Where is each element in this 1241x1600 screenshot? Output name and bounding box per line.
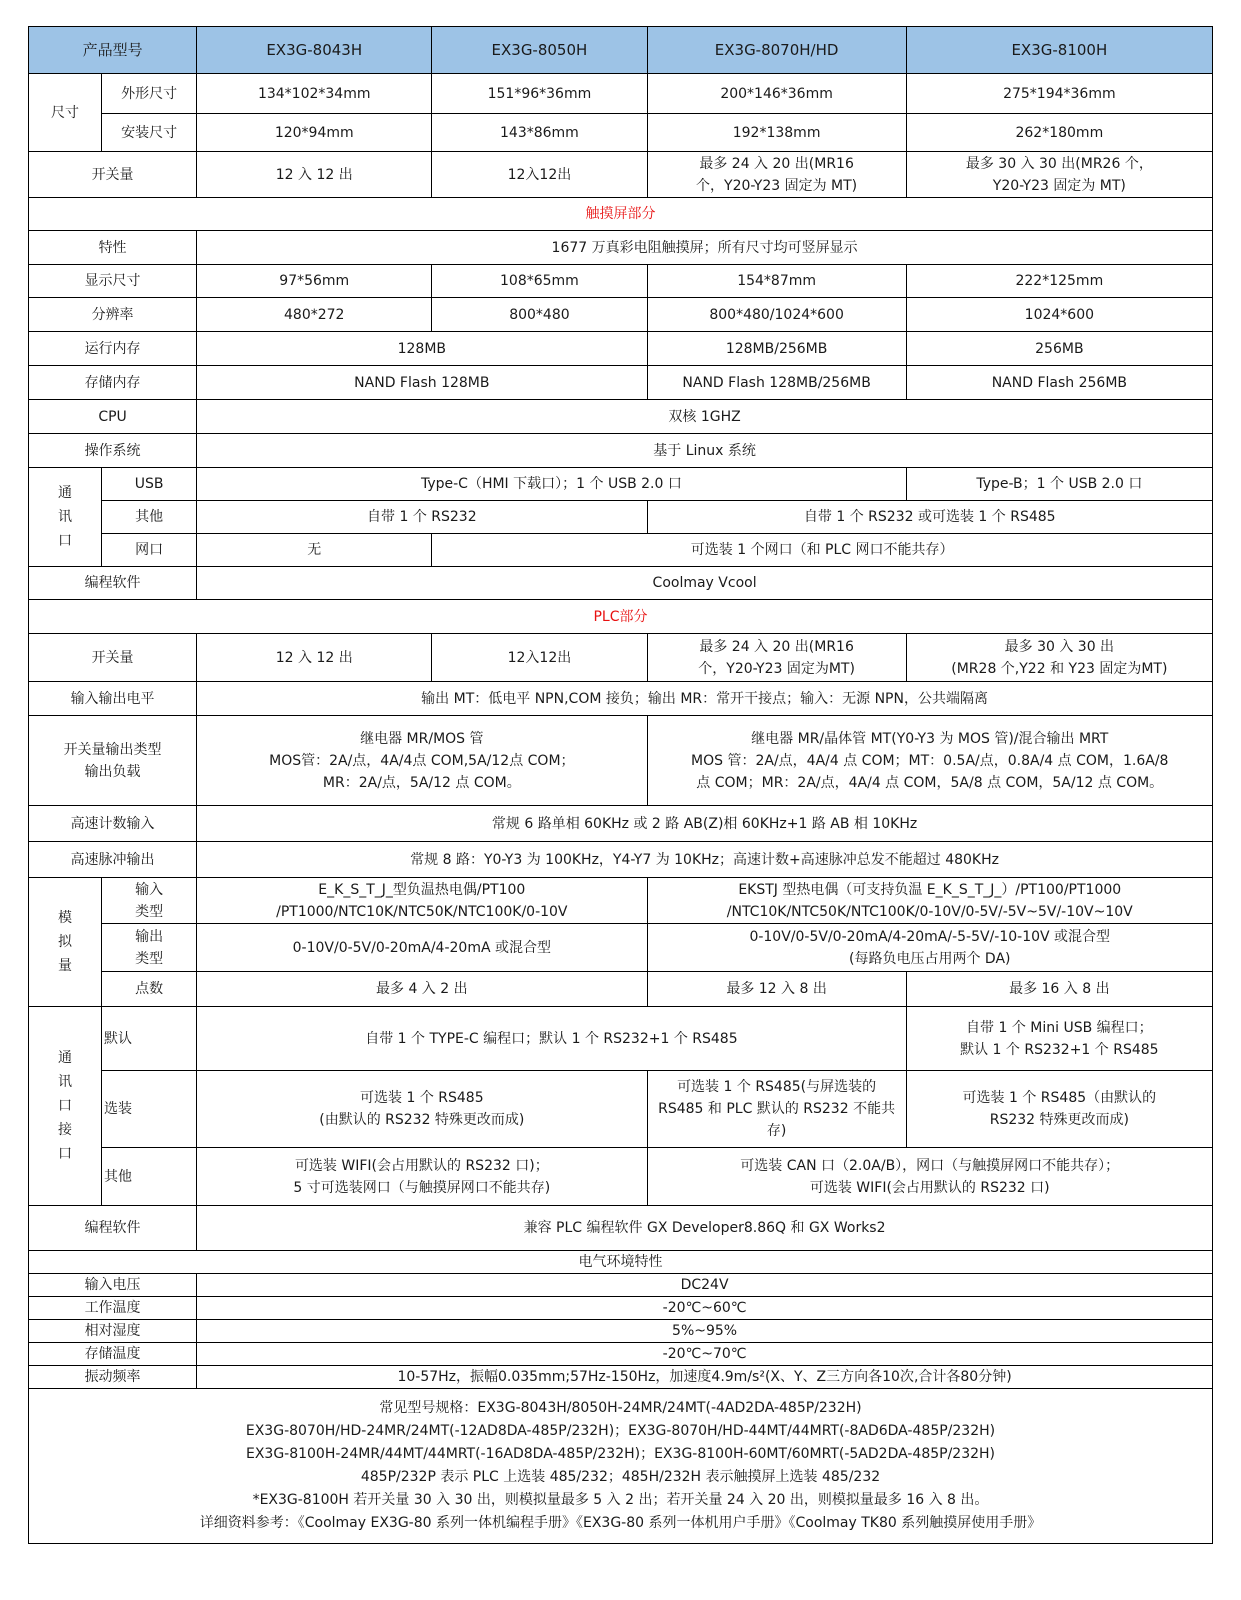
row-plc-optional: [29, 1071, 1213, 1148]
cell: NAND Flash 128MB: [197, 366, 647, 400]
cell: [906, 634, 1212, 682]
cell: 108*65mm: [432, 265, 647, 298]
label: 显示尺寸: [29, 265, 197, 298]
cell: 12入12出: [432, 152, 647, 198]
line: 可选装 WIFI(会占用默认的 RS232 口)；: [294, 1157, 549, 1174]
line: 继电器 MR/MOS 管: [360, 730, 484, 747]
line: 输出: [135, 928, 164, 945]
cell: 120*94mm: [197, 114, 432, 152]
label: [29, 716, 197, 806]
spec-table: [28, 26, 1213, 1544]
row-hsc: [29, 806, 1213, 842]
row-env-2: [29, 1320, 1213, 1343]
line: 可选装 WIFI(会占用默认的 RS232 口): [809, 1179, 1050, 1196]
cell: 12入12出: [432, 634, 647, 682]
cell: [197, 878, 647, 924]
row-comm-other: [29, 501, 1213, 534]
cell: 275*194*36mm: [906, 74, 1212, 114]
cell: [906, 1071, 1212, 1148]
footer-line: 详细资料参考：《Coolmay EX3G-80 系列一体机编程手册》《EX3G-80 系列一体机用户手册》《Coolmay TK80 系列触摸屏使用手册》: [199, 1515, 1042, 1531]
cell: -20℃~60℃: [197, 1297, 1213, 1320]
line: 最多 24 入 20 出(MR16: [699, 638, 854, 655]
line: 最多 30 入 30 出(MR26 个，: [965, 155, 1153, 172]
row-env-0: [29, 1274, 1213, 1297]
mount-size-label: 安装尺寸: [102, 114, 197, 152]
label: 高速计数输入: [29, 806, 197, 842]
row-touch-software: [29, 567, 1213, 600]
footer-line: EX3G-8100H-24MR/44MT/44MRT(-16AD8DA-485P/232H)；EX3G-8100H-60MT/60MRT(-5AD2DA-485P/232H): [245, 1446, 996, 1462]
line: 自带 1 个 Mini USB 编程口；: [966, 1019, 1153, 1036]
cell: 0-10V/0-5V/0-20mA/4-20mA 或混合型: [197, 924, 647, 972]
row-analog-points: [29, 972, 1213, 1007]
label: [102, 924, 197, 972]
cell: 1677 万真彩电阻触摸屏；所有尺寸均可竖屏显示: [197, 231, 1213, 265]
cell: 常规 8 路：Y0-Y3 为 100KHz，Y4-Y7 为 10KHz；高速计数+高速脉冲总发不能超过 480KHz: [197, 842, 1213, 878]
char: 量: [58, 958, 73, 974]
line: 个，Y20-Y23 固定为MT): [698, 660, 855, 677]
cell: DC24V: [197, 1274, 1213, 1297]
line: E_K_S_T_J_型负温热电偶/PT100: [318, 881, 526, 898]
char: 口: [58, 1146, 73, 1162]
row-level: [29, 682, 1213, 716]
label: 运行内存: [29, 332, 197, 366]
line: /PT1000/NTC10K/NTC50K/NTC100K/0-10V: [276, 903, 568, 920]
label: 选装: [102, 1071, 197, 1148]
row-plc-io: [29, 634, 1213, 682]
line: 最多 24 入 20 出(MR16: [699, 155, 854, 172]
model-1: EX3G-8043H: [197, 27, 432, 74]
line: 开关量输出类型: [63, 741, 162, 758]
label: 特性: [29, 231, 197, 265]
cell: 143*86mm: [432, 114, 647, 152]
row-usb: [29, 468, 1213, 501]
cell: 自带 1 个 RS232 或可选装 1 个 RS485: [647, 501, 1213, 534]
cell: 最多 12 入 8 出: [647, 972, 906, 1007]
line: MR：2A/点，5A/12 点 COM。: [322, 774, 521, 791]
cell: 200*146*36mm: [647, 74, 906, 114]
comm-group-label: [29, 468, 102, 567]
cell: 222*125mm: [906, 265, 1212, 298]
cell: [647, 634, 906, 682]
cell: 输出 MT：低电平 NPN,COM 接负；输出 MR：常开干接点；输入：无源 NPN，公共端隔离: [197, 682, 1213, 716]
cell: 兼容 PLC 编程软件 GX Developer8.86Q 和 GX Works2: [197, 1206, 1213, 1251]
line: 继电器 MR/晶体管 MT(Y0-Y3 为 MOS 管)/混合输出 MRT: [751, 730, 1109, 747]
cell: 最多 16 入 8 出: [906, 972, 1212, 1007]
cell: 192*138mm: [647, 114, 906, 152]
label: 编程软件: [29, 1206, 197, 1251]
label: 分辨率: [29, 298, 197, 332]
label: 点数: [102, 972, 197, 1007]
label: 存储内存: [29, 366, 197, 400]
cell: 800*480/1024*600: [647, 298, 906, 332]
line: 可选装 1 个 RS485（由默认的: [962, 1090, 1157, 1106]
row-outtype: [29, 716, 1213, 806]
line: 5 寸可选装网口（与触摸屏网口不能共存): [293, 1179, 551, 1196]
cell: 可选装 1 个网口（和 PLC 网口不能共存）: [432, 534, 1213, 567]
cell: 12 入 12 出: [197, 152, 432, 198]
line: Y20-Y23 固定为 MT): [992, 177, 1126, 194]
row-ram: [29, 332, 1213, 366]
char: 口: [58, 533, 73, 549]
label: 网口: [102, 534, 197, 567]
model-2: EX3G-8050H: [432, 27, 647, 74]
cell: NAND Flash 256MB: [906, 366, 1212, 400]
label: CPU: [29, 400, 197, 434]
line: MOS 管：2A/点，4A/4 点 COM；MT：0.5A/点，0.8A/4 点 COM，1.6A/8: [691, 752, 1169, 769]
line: 类型: [135, 903, 164, 920]
label: 存储温度: [29, 1343, 197, 1366]
row-display: [29, 265, 1213, 298]
footer-line: EX3G-8070H/HD-24MR/24MT(-12AD8DA-485P/232H)；EX3G-8070H/HD-44MT/44MRT(-8AD6DA-485P/232H): [245, 1423, 996, 1439]
section-title: 电气环境特性: [29, 1251, 1213, 1274]
line: (MR28 个,Y22 和 Y23 固定为MT): [951, 660, 1168, 677]
cell: 97*56mm: [197, 265, 432, 298]
label: 相对湿度: [29, 1320, 197, 1343]
cell: [197, 1148, 647, 1206]
label: 默认: [102, 1007, 197, 1071]
line: 0-10V/0-5V/0-20mA/4-20mA/-5-5V/-10-10V 或混合型: [749, 928, 1111, 945]
row-outer-size: [29, 74, 1213, 114]
row-resolution: [29, 298, 1213, 332]
cell: [647, 878, 1213, 924]
line: MOS管：2A/点，4A/4点 COM,5A/12点 COM；: [269, 752, 575, 769]
cell: 151*96*36mm: [432, 74, 647, 114]
cell: 480*272: [197, 298, 432, 332]
cell: [906, 1007, 1212, 1071]
row-plc-default: [29, 1007, 1213, 1071]
row-io: [29, 152, 1213, 198]
cell: 154*87mm: [647, 265, 906, 298]
label: 操作系统: [29, 434, 197, 468]
char: 讯: [58, 509, 73, 525]
cell: [647, 152, 906, 198]
cell: [647, 1071, 906, 1148]
char: 通: [58, 485, 73, 501]
cell: 自带 1 个 TYPE-C 编程口；默认 1 个 RS232+1 个 RS485: [197, 1007, 907, 1071]
cell: [647, 924, 1213, 972]
row-feature: [29, 231, 1213, 265]
cell: 256MB: [906, 332, 1212, 366]
char: 讯: [58, 1074, 73, 1090]
line: 可选装 CAN 口（2.0A/B），网口（与触摸屏网口不能共存）；: [740, 1157, 1120, 1174]
cell: Type-B；1 个 USB 2.0 口: [906, 468, 1212, 501]
section-plc: [29, 600, 1213, 634]
footer-notes: [29, 1389, 1213, 1544]
model-4: EX3G-8100H: [906, 27, 1212, 74]
cell: -20℃~70℃: [197, 1343, 1213, 1366]
cell: 5%~95%: [197, 1320, 1213, 1343]
row-plc-software: [29, 1206, 1213, 1251]
section-title: 触摸屏部分: [29, 198, 1213, 231]
size-group-label: 尺寸: [29, 74, 102, 152]
cell: [197, 1071, 647, 1148]
char: 口: [58, 1098, 73, 1114]
cell: 双核 1GHZ: [197, 400, 1213, 434]
footer-line: 485P/232P 表示 PLC 上选装 485/232；485H/232H 表示触摸屏上选装 485/232: [360, 1469, 881, 1485]
label: 输入电压: [29, 1274, 197, 1297]
label: 工作温度: [29, 1297, 197, 1320]
label: 高速脉冲输出: [29, 842, 197, 878]
cell: 128MB/256MB: [647, 332, 906, 366]
char: 接: [58, 1122, 73, 1138]
line: /NTC10K/NTC50K/NTC100K/0-10V/0-5V/-5V~5V/-10V~10V: [726, 903, 1133, 920]
line: 默认 1 个 RS232+1 个 RS485: [960, 1041, 1159, 1058]
line: 类型: [135, 950, 164, 967]
cell: 12 入 12 出: [197, 634, 432, 682]
model-3: EX3G-8070H/HD: [647, 27, 906, 74]
cell: [647, 716, 1213, 806]
io-label: 开关量: [29, 152, 197, 198]
outer-size-label: 外形尺寸: [102, 74, 197, 114]
row-hsp: [29, 842, 1213, 878]
section-title: PLC部分: [29, 600, 1213, 634]
line: 存): [766, 1123, 787, 1139]
cell: [197, 716, 647, 806]
section-touch: [29, 198, 1213, 231]
label: 其他: [102, 501, 197, 534]
row-analog-input: [29, 878, 1213, 924]
line: 个，Y20-Y23 固定为 MT): [696, 177, 858, 194]
row-os: [29, 434, 1213, 468]
line: RS232 特殊更改而成): [989, 1112, 1129, 1128]
line: RS485 和 PLC 默认的 RS232 不能共: [658, 1101, 896, 1117]
char: 模: [58, 910, 73, 926]
cell: 800*480: [432, 298, 647, 332]
line: 输出负载: [84, 763, 141, 780]
footer-row: [29, 1389, 1213, 1544]
cell: [906, 152, 1212, 198]
label: USB: [102, 468, 197, 501]
char: 通: [58, 1050, 73, 1066]
footer-line: 常见型号规格：EX3G-8043H/8050H-24MR/24MT(-4AD2DA-485P/232H): [379, 1400, 862, 1416]
label: 其他: [102, 1148, 197, 1206]
footer-line: *EX3G-8100H 若开关量 30 入 30 出，则模拟量最多 5 入 2 出；若开关量 24 入 20 出，则模拟量最多 16 入 8 出。: [252, 1492, 989, 1508]
row-cpu: [29, 400, 1213, 434]
row-env-3: [29, 1343, 1213, 1366]
char: 拟: [58, 934, 73, 950]
label: 振动频率: [29, 1366, 197, 1389]
cell: 1024*600: [906, 298, 1212, 332]
cell: [647, 1148, 1213, 1206]
plc-comm-group-label: [29, 1007, 102, 1206]
section-env: [29, 1251, 1213, 1274]
row-env-4: [29, 1366, 1213, 1389]
label: 编程软件: [29, 567, 197, 600]
line: EKSTJ 型热电偶（可支持负温 E_K_S_T_J_）/PT100/PT1000: [738, 881, 1122, 898]
cell: 262*180mm: [906, 114, 1212, 152]
row-plc-other: [29, 1148, 1213, 1206]
row-env-1: [29, 1297, 1213, 1320]
header-row: [29, 27, 1213, 74]
cell: Type-C（HMI 下载口）；1 个 USB 2.0 口: [197, 468, 907, 501]
row-mount-size: [29, 114, 1213, 152]
cell: 最多 4 入 2 出: [197, 972, 647, 1007]
line: 可选装 1 个 RS485(与屏选装的: [677, 1079, 877, 1095]
analog-group-label: [29, 878, 102, 1007]
cell: 自带 1 个 RS232: [197, 501, 647, 534]
cell: NAND Flash 128MB/256MB: [647, 366, 906, 400]
row-analog-output: [29, 924, 1213, 972]
label: 输入输出电平: [29, 682, 197, 716]
line: (由默认的 RS232 特殊更改而成): [319, 1112, 525, 1128]
cell: 常规 6 路单相 60KHz 或 2 路 AB(Z)相 60KHz+1 路 AB 相 10KHz: [197, 806, 1213, 842]
cell: 10-57Hz，振幅0.035mm;57Hz-150Hz，加速度4.9m/s²(X、Y、Z三方向各10次,合计各80分钟): [197, 1366, 1213, 1389]
label: [102, 878, 197, 924]
cell: Coolmay Vcool: [197, 567, 1213, 600]
cell: 134*102*34mm: [197, 74, 432, 114]
line: 可选装 1 个 RS485: [360, 1090, 484, 1106]
cell: 128MB: [197, 332, 647, 366]
label: 开关量: [29, 634, 197, 682]
line: (每路负电压占用两个 DA): [849, 950, 1011, 967]
row-storage: [29, 366, 1213, 400]
row-net: [29, 534, 1213, 567]
cell: 无: [197, 534, 432, 567]
cell: 基于 Linux 系统: [197, 434, 1213, 468]
line: 最多 30 入 30 出: [1004, 638, 1115, 655]
header-label: 产品型号: [29, 27, 197, 74]
line: 输入: [135, 881, 164, 898]
line: 点 COM；MR：2A/点，4A/4 点 COM，5A/8 点 COM，5A/12 点 COM。: [696, 774, 1164, 791]
